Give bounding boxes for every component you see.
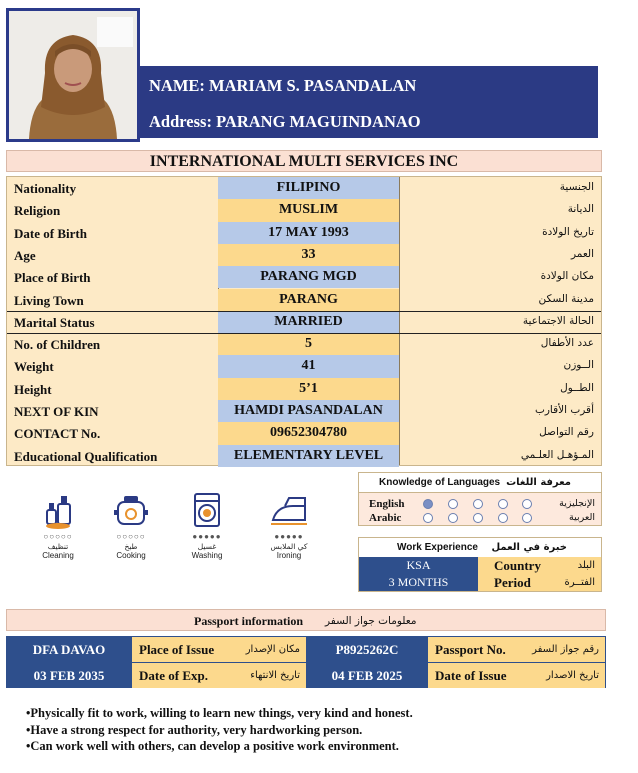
info-label-arabic: الجنسية xyxy=(559,181,594,193)
info-label: Height xyxy=(14,381,52,397)
info-value: MUSLIM xyxy=(218,199,399,221)
info-label: Living Town xyxy=(14,292,84,308)
info-label-arabic: عدد الأطفال xyxy=(540,337,594,350)
info-label-arabic: المـؤهـل العلـمي xyxy=(520,448,594,461)
issue-date-key: Date of Issue تاريخ الاصدار xyxy=(428,663,605,688)
info-row xyxy=(7,445,601,467)
info-row xyxy=(7,422,601,444)
info-row xyxy=(7,355,601,377)
info-row xyxy=(7,222,601,244)
passport-no-key: Passport No. رقم جواز السفر xyxy=(428,637,605,662)
info-row xyxy=(7,244,601,266)
info-row xyxy=(7,311,601,333)
info-value: MARRIED xyxy=(218,311,399,333)
info-label: NEXT OF KIN xyxy=(14,404,99,419)
skill-level-dots: ○○○○○ xyxy=(43,532,73,541)
passport-no-value: P8925262C xyxy=(335,642,399,657)
person-portrait-icon xyxy=(9,11,137,139)
info-label-arabic: مكان الولادة xyxy=(540,270,594,283)
info-label: Weight xyxy=(14,359,54,375)
languages-title: Knowledge of Languages معرفة اللغات xyxy=(359,473,601,493)
info-label-arabic: أقرب الأقارب xyxy=(534,404,594,416)
info-label-arabic: مدينة السكن xyxy=(538,292,594,305)
info-value: 33 xyxy=(218,244,399,266)
passport-table xyxy=(6,636,606,688)
languages-box xyxy=(358,472,602,526)
passport-header: Passport information معلومات جواز السفر xyxy=(6,609,606,631)
remark-line: •Have a strong respect for authority, very hardworking person. xyxy=(26,722,363,737)
personal-info-table xyxy=(6,176,602,466)
ironing-icon xyxy=(267,490,311,530)
info-label: Age xyxy=(14,247,36,263)
work-country-row: KSA Country البلد xyxy=(359,557,601,574)
level-circle xyxy=(498,513,508,523)
info-label: CONTACT No. xyxy=(14,426,101,442)
info-label: Educational Qualification xyxy=(14,448,158,464)
level-circle xyxy=(423,499,433,509)
info-label: Marital Status xyxy=(14,314,95,330)
work-experience-title: Work Experience خبرة في العمل xyxy=(397,542,567,553)
work-period-row: 3 MONTHS Period الفتــرة xyxy=(359,574,601,591)
info-label: No. of Children xyxy=(14,337,101,353)
info-row xyxy=(7,266,601,288)
info-label: Place of Birth xyxy=(14,270,91,286)
info-value: PARANG xyxy=(218,289,399,311)
info-label-arabic: العمر xyxy=(570,247,594,260)
work-experience-box xyxy=(358,537,602,592)
name-banner xyxy=(140,66,598,138)
info-value: PARANG MGD xyxy=(218,266,399,288)
skill-washing: ●●●●● غسيل Washing xyxy=(177,490,237,560)
level-circle xyxy=(522,513,532,523)
washing-icon xyxy=(187,490,227,530)
company-title: INTERNATIONAL MULTI SERVICES INC xyxy=(6,150,602,172)
info-value: 09652304780 xyxy=(218,422,399,444)
info-label-arabic: الحالة الاجتماعية xyxy=(522,314,594,327)
info-value: 5 xyxy=(218,333,399,355)
level-circle xyxy=(423,513,433,523)
cooking-icon xyxy=(111,490,151,530)
info-value: FILIPINO xyxy=(218,177,399,199)
info-label-arabic: الــوزن xyxy=(563,359,594,372)
info-value: 5’1 xyxy=(218,378,399,400)
remark-line: •Can work well with others, can develop a positive work environment. xyxy=(26,739,399,753)
remarks xyxy=(26,705,413,755)
info-label-arabic: الطــول xyxy=(560,381,594,394)
info-row xyxy=(7,333,601,355)
applicant-photo xyxy=(6,8,140,142)
info-row xyxy=(7,289,601,311)
level-circle xyxy=(448,499,458,509)
skill-ironing: ●●●●● كي الملابس Ironing xyxy=(259,490,319,560)
level-circle xyxy=(473,499,483,509)
exp-date-value: 03 FEB 2035 xyxy=(33,668,105,683)
exp-date-key: Date of Exp. تاريخ الانتهاء xyxy=(132,663,306,688)
level-circle xyxy=(498,499,508,509)
info-row xyxy=(7,378,601,400)
skill-cooking: ○○○○○ طبخ Cooking xyxy=(101,490,161,560)
info-label: Date of Birth xyxy=(14,225,87,241)
skill-cleaning: ○○○○○ تنظيف Cleaning xyxy=(28,490,88,560)
applicant-address: Address: PARANG MAGUINDANAO xyxy=(149,112,421,131)
info-label: Nationality xyxy=(14,181,77,196)
issue-place-value: DFA DAVAO xyxy=(32,642,106,657)
level-circle xyxy=(522,499,532,509)
issue-date-value: 04 FEB 2025 xyxy=(331,668,403,683)
info-row xyxy=(7,177,601,199)
info-row xyxy=(7,400,601,422)
language-row-arabic: Arabic العربية xyxy=(369,512,595,524)
level-circle xyxy=(473,513,483,523)
language-row-english: English الإنجليزية xyxy=(369,498,595,510)
applicant-name: NAME: MARIAM S. PASANDALAN xyxy=(149,76,417,95)
info-label-arabic: تاريخ الولادة xyxy=(542,225,594,238)
info-label: Religion xyxy=(14,203,61,219)
info-row xyxy=(7,199,601,221)
remark-line: •Physically fit to work, willing to learn new things, very kind and honest. xyxy=(26,706,413,720)
issue-place-key: Place of Issue مكان الإصدار xyxy=(132,637,306,662)
info-label-arabic: الديانة xyxy=(567,203,594,216)
info-value: 41 xyxy=(218,355,399,377)
info-value: 17 MAY 1993 xyxy=(218,222,399,244)
info-value: HAMDI PASANDALAN xyxy=(218,400,399,422)
level-circle xyxy=(448,513,458,523)
cleaning-icon xyxy=(38,490,78,530)
info-value: ELEMENTARY LEVEL xyxy=(218,445,399,467)
info-label-arabic: رقم التواصل xyxy=(539,426,594,439)
